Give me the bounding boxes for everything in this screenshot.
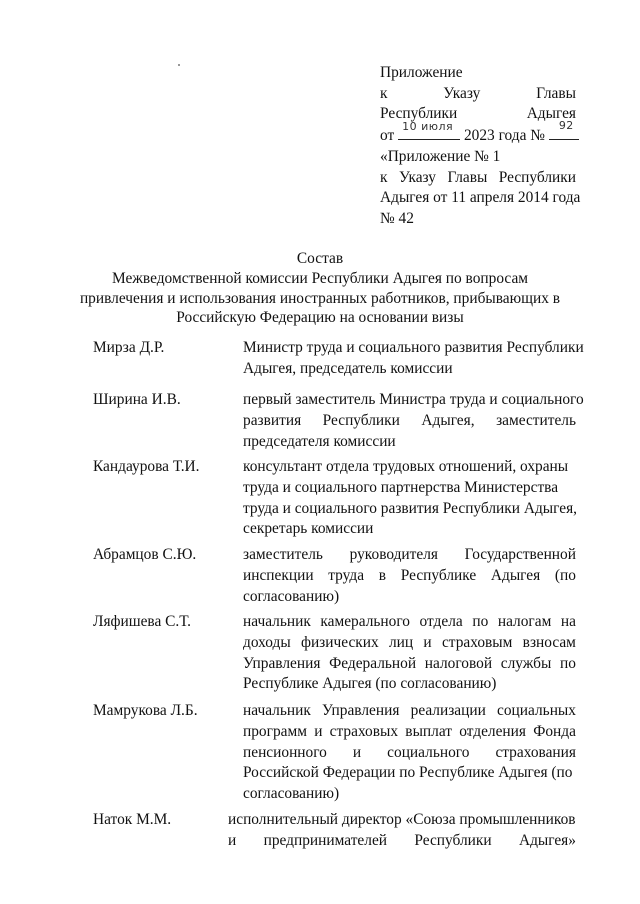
role-text: по	[472, 613, 489, 630]
member-name: Мамрукова Л.Б.	[93, 702, 198, 719]
role-text: реализации	[410, 702, 486, 719]
role-text: Управления	[243, 654, 321, 672]
header-line-1: Приложение	[380, 64, 463, 81]
reference-line-3: Адыгея от 11 апреля 2014 года	[380, 189, 581, 206]
role-text: развития	[243, 411, 302, 429]
role-text: социальных	[497, 702, 576, 719]
role-line	[243, 742, 576, 763]
role-text: Республике Адыгея (по согласованию)	[243, 675, 497, 693]
role-text: председателя комиссии	[243, 432, 396, 450]
role-text: взносам	[522, 633, 576, 651]
role-line	[228, 830, 576, 851]
reference-word: Главы	[447, 168, 488, 186]
role-line	[243, 544, 576, 565]
role-text: и	[228, 831, 237, 849]
header-line-3: Республики Адыгея	[380, 105, 576, 122]
number-blank	[549, 118, 579, 140]
role-text: начальник	[243, 613, 311, 630]
role-line	[243, 565, 576, 586]
role-text: Управления	[322, 702, 400, 719]
appendix-header	[380, 62, 576, 144]
member-name: Кандаурова Т.И.	[93, 458, 200, 475]
member-role	[243, 337, 584, 379]
role-line	[243, 700, 576, 721]
role-text: доходы	[243, 633, 291, 651]
handwritten-date: 10 июля	[402, 119, 454, 133]
role-text: налогам	[497, 613, 552, 630]
reference-line-1: «Приложение № 1	[380, 148, 501, 165]
role-text: Фонда	[533, 722, 576, 740]
role-line	[243, 673, 576, 694]
reference-word: Республики	[498, 168, 576, 186]
role-text: камерального	[320, 613, 410, 630]
original-appendix-reference	[380, 146, 581, 228]
role-text: Республики	[322, 411, 400, 429]
role-text: службы	[500, 654, 552, 672]
title-line-1: Состав	[296, 250, 344, 267]
role-text: начальник	[243, 702, 311, 719]
role-text: физических	[300, 633, 379, 651]
role-text: исполнительный директор «Союза промышленников	[228, 811, 576, 828]
scan-speck	[178, 64, 180, 66]
role-text: консультант отдела трудовых отношений, охраны	[243, 458, 569, 475]
role-text: Министр труда и социального развития Республики	[243, 339, 584, 356]
role-text: страховых	[329, 722, 399, 740]
role-text: Государственной	[464, 546, 576, 563]
role-text: отделения	[459, 722, 526, 740]
title-line-2: Межведомственной комиссии Республики Адыгея по вопросам	[111, 269, 529, 287]
document-title	[60, 248, 580, 327]
role-text: и	[352, 743, 362, 761]
role-line	[243, 358, 576, 379]
member-role	[228, 809, 576, 851]
role-text: Адыгея, председатель комиссии	[243, 359, 453, 377]
role-text: Адыгея»	[518, 831, 576, 849]
role-line	[243, 431, 576, 452]
role-text: заместитель	[496, 411, 576, 429]
role-text: Адыгея	[490, 566, 541, 584]
member-role	[243, 456, 576, 539]
header-date-line: от 10 июля 2023 года № 92	[380, 124, 576, 145]
reference-line-4: № 42	[380, 209, 414, 227]
member-name: Абрамцов С.Ю.	[93, 546, 197, 563]
role-text: (по	[554, 566, 576, 584]
role-text: секретарь комиссии	[243, 520, 374, 538]
role-text: страхования	[495, 743, 576, 761]
role-text: социального	[387, 743, 470, 761]
role-text: согласованию)	[243, 587, 340, 605]
role-text: предпринимателей	[263, 831, 388, 849]
role-text: лиц	[388, 633, 414, 651]
reference-word: Указу	[398, 168, 437, 186]
role-text: первый заместитель Министра труда и социального	[243, 391, 584, 408]
role-line	[243, 653, 576, 674]
role-text: труда	[328, 566, 365, 584]
role-text: в	[378, 566, 387, 584]
role-text: Республики	[414, 831, 492, 849]
role-line	[243, 721, 576, 742]
role-line	[243, 586, 576, 607]
title-line-4: Российскую Федерацию на основании визы	[176, 309, 464, 327]
role-text: отдела	[419, 613, 463, 630]
role-text: инспекции	[243, 566, 314, 584]
role-line	[243, 611, 576, 632]
role-text: выплат	[405, 722, 452, 740]
role-text: Российской Федерации по Республике Адыгея (по	[243, 764, 573, 782]
handwritten-number: 92	[558, 118, 574, 132]
role-line	[243, 389, 584, 410]
title-line-3: привлечения и использования иностранных работников, прибывающих в	[79, 289, 561, 307]
reference-line-2	[380, 167, 576, 188]
role-text: налоговой	[424, 654, 493, 672]
role-line	[243, 410, 576, 431]
role-line	[243, 632, 576, 653]
role-text: страховым	[441, 633, 513, 651]
role-text: на	[560, 613, 576, 630]
role-text: заместитель	[243, 546, 323, 563]
role-line	[228, 809, 576, 830]
role-line	[243, 456, 576, 477]
role-line	[243, 518, 576, 539]
member-name: Ширина И.В.	[93, 391, 181, 408]
role-text: согласованию)	[243, 785, 340, 803]
role-text: Адыгея,	[421, 411, 475, 429]
reference-word: к	[380, 168, 388, 186]
role-text: по	[560, 654, 576, 672]
role-line	[243, 498, 576, 519]
role-line	[243, 477, 576, 498]
role-text: пенсионного	[243, 743, 327, 761]
role-text: и	[314, 722, 323, 740]
role-text: и	[423, 633, 432, 651]
role-line	[243, 762, 576, 783]
role-line	[243, 337, 584, 358]
member-role	[243, 544, 576, 606]
role-text: программ	[243, 722, 307, 740]
member-role	[243, 389, 584, 451]
role-text: Республике	[400, 566, 477, 584]
member-name: Ляфишева С.Т.	[93, 613, 191, 630]
header-line-2: к Указу Главы	[380, 84, 576, 102]
role-text: руководителя	[349, 546, 438, 563]
role-line	[243, 783, 576, 804]
role-text: труда и социального партнерства Министерства	[243, 478, 559, 496]
member-role	[243, 700, 576, 804]
role-text: Федеральной	[329, 654, 417, 672]
member-name: Наток М.М.	[93, 811, 172, 828]
member-role	[243, 611, 576, 694]
member-name: Мирза Д.Р.	[93, 339, 165, 356]
date-blank	[398, 119, 460, 140]
role-text: труда и социального развития Республики Адыгея,	[243, 499, 578, 517]
